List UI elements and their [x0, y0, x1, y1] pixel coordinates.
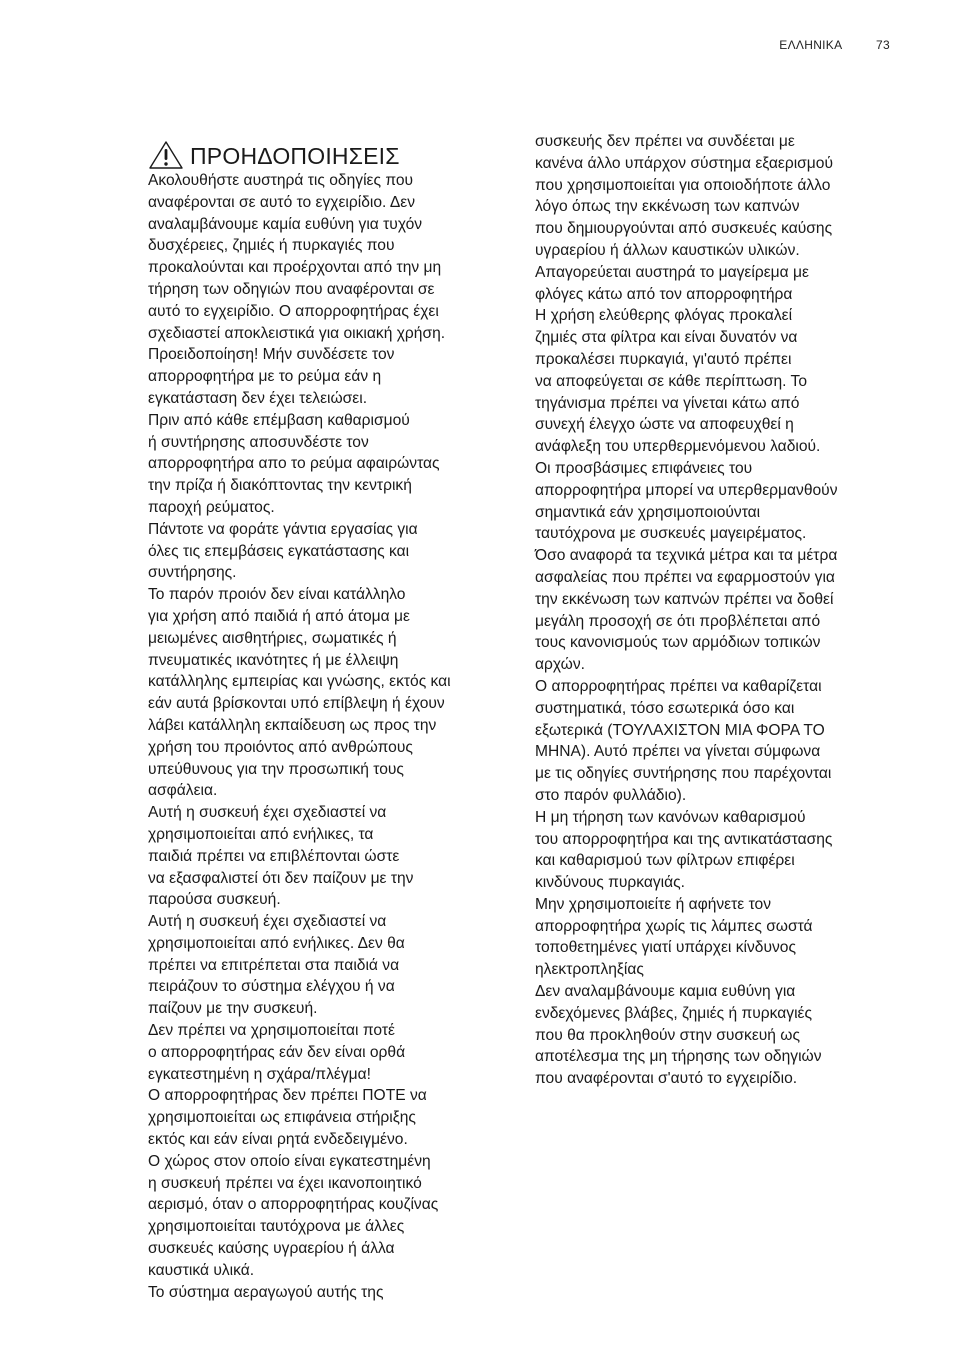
text-line: που δημιουργούνται από συσκευές καύσης [535, 220, 833, 238]
text-line: υγραερίου ή άλλων καυστικών υλικών. [535, 241, 800, 259]
text-line: απορροφητήρα με το ρεύμα εάν η [148, 368, 382, 386]
text-line: συνεχή έλεγχο ώστε να αποφευχθεί η [535, 416, 794, 434]
text-line: παίζουν με την συσκευή. [148, 1000, 318, 1018]
language-label: ΕΛΛΗΝΙΚΑ [779, 38, 843, 52]
text-line: χρησιμοποιείται από ενήλικες, τα [148, 825, 374, 843]
text-line: Ο χώρος στον οποίο είναι εγκατεστημένη [148, 1152, 431, 1170]
text-line: συσκευής δεν πρέπει να συνδέεται με [535, 133, 795, 150]
text-line: Ο απορροφητήρας δεν πρέπει ΠΟΤΕ να [148, 1087, 427, 1105]
text-line: Ο απορροφητήρας πρέπει να καθαρίζεται [535, 677, 822, 695]
warning-triangle-icon [148, 140, 184, 170]
text-line: ασφαλείας που πρέπει να εφαρμοστούν για [535, 568, 835, 586]
text-line: καυστικά υλικά. [148, 1261, 255, 1279]
text-line: ο απορροφητήρας εάν δεν είναι ορθά [148, 1043, 406, 1061]
text-line: Αυτή η συσκευή έχει σχεδιαστεί να [148, 913, 387, 931]
text-line: για χρήση από παιδιά ή από άτομα με [148, 607, 410, 625]
section-title: ΠΡΟΗΔΟΠΟΙΗΣΕΙΣ [190, 143, 400, 169]
text-line: του απορροφητήρα και της αντικατάστασης [535, 830, 833, 848]
text-line: Προειδοποίηση! Μήν συνδέσετε τον [148, 346, 395, 364]
text-line: δυσχέρειες, ζημιές ή πυρκαγιές που [148, 237, 395, 255]
text-line: ασφάλεια. [148, 782, 218, 800]
text-line: Πάντοτε να φοράτε γάντια εργασίας για [148, 520, 418, 538]
text-line: Αυτή η συσκευή έχει σχεδιαστεί να [148, 804, 387, 822]
text-line: Η χρήση ελεύθερης φλόγας προκαλεί [535, 307, 793, 325]
text-line: προκαλούνται και προέρχονται από την μη [148, 259, 442, 277]
text-line: Οι προσβάσιμες επιφάνειες του [535, 459, 753, 477]
text-line: ανάφλεξη του υπερθερμενόμενου λαδιού. [535, 438, 821, 456]
text-line: Δεν αναλαμβάνουμε καμια ευθύνη για [535, 983, 796, 1001]
text-line: κανένα άλλο υπάρχον σύστημα εξαερισμού [535, 154, 833, 172]
text-line: αναλαμβάνουμε καμία ευθύνη για τυχόν [148, 215, 423, 233]
text-line: σχεδιαστεί αποκλειστικά για οικιακή χρήση. [148, 324, 446, 342]
text-line: μεγάλη προσοχή σε ότι προβλέπεται από [535, 612, 821, 630]
text-line: λάβει κατάλληλη εκπαίδευση ως προς την [148, 716, 437, 734]
text-line: Πριν από κάθε επέμβαση καθαρισμού [148, 411, 410, 429]
text-line: φλόγες κάτω από τον απορροφητήρα [535, 285, 793, 303]
page-header [779, 38, 890, 52]
text-line: με τις οδηγίες συντήρησης που παρέχονται [535, 765, 832, 783]
text-line: αναφέρονται σε αυτό το εγχειρίδιο. Δεν [148, 193, 416, 211]
text-line: ηλεκτροπληξίας [535, 961, 644, 979]
text-line: υπεύθυνους για την προσωπική τους [148, 760, 404, 778]
text-line: μειωμένες αισθητήριες, σωματικές ή [148, 629, 397, 647]
text-line: και καθαρισμού των φίλτρων επιφέρει [535, 852, 795, 870]
text-line: παροχή ρεύματος. [148, 498, 275, 516]
text-line: τήρηση των οδηγιών που αναφέρονται σε [148, 280, 435, 298]
text-line: Η μη τήρηση των κανόνων καθαρισμού [535, 808, 806, 826]
text-line: Δεν πρέπει να χρησιμοποιείται ποτέ [148, 1022, 395, 1040]
text-line: εάν αυτά βρίσκονται υπό επίβλεψη ή έχουν [148, 695, 445, 713]
text-line: απορροφητήρα μπορεί να υπερθερμανθούν [535, 481, 838, 499]
text-line: όλες τις επεμβάσεις εγκατάστασης και [148, 542, 410, 560]
text-line: χρήση του προιόντος από ανθρώπους [148, 738, 413, 756]
text-line: παιδιά πρέπει να επιβλέπονται ώστε [148, 847, 400, 865]
text-line: ΜΗΝΑ). Αυτό πρέπει να γίνεται σύμφωνα [535, 743, 821, 761]
text-line: σημαντικά εάν χρησιμοποιούνται [535, 503, 761, 521]
text-line: πειράζουν το σύστημα ελέγχου ή να [148, 978, 395, 996]
text-line: ταυτόχρονα με συσκευές μαγειρέματος. [535, 525, 807, 543]
text-line: Ακολουθήστε αυστηρά τις οδηγίες που [148, 172, 414, 189]
text-line: Το παρόν προιόν δεν είναι κατάλληλο [148, 586, 406, 604]
text-line: συστηματικά, τόσο εσωτερικά όσο και [535, 699, 795, 717]
text-line: τους κανονισμούς των αρμόδιων τοπικών [535, 634, 821, 652]
text-line: εξωτερικά (ΤΟΥΛΑΧΙΣΤΟΝ ΜΙΑ ΦΟΡΑ ΤΟ [535, 721, 825, 739]
text-line: κατάλληλης εμπειρίας και γνώσης, εκτός και [148, 673, 451, 691]
text-line: απορροφητήρα απο το ρεύμα αφαιρώντας [148, 455, 440, 473]
text-line: ενδεχόμενες βλάβες, ζημιές ή πυρκαγιές [535, 1004, 813, 1022]
text-line: Όσο αναφορά τα τεχνικά μέτρα και τα μέτρα [535, 547, 838, 565]
text-line: χρησιμοποιείται ως επιφάνεια στήριξης [148, 1109, 416, 1127]
text-line: συσκευές καύσης υγραερίου ή άλλα [148, 1240, 395, 1258]
text-line: αερισμό, όταν ο απορροφητήρας κουζίνας [148, 1196, 439, 1214]
text-line: Απαγορεύεται αυστηρά το μαγείρεμα με [535, 263, 809, 281]
text-line: που θα προκληθούν στην συσκευή ως [535, 1026, 800, 1044]
text-line: αυτό το εγχειρίδιο. Ο απορροφητήρας έχει [148, 302, 439, 320]
text-line: την πρίζα ή διακόπτοντας την κεντρική [148, 477, 412, 495]
text-line: να εξασφαλιστεί ότι δεν παίζουν με την [148, 869, 414, 887]
text-line: αποτέλεσμα της μη τήρησης των οδηγιών [535, 1048, 822, 1066]
text-line: ζημιές στα φίλτρα και είναι δυνατόν να [535, 329, 798, 347]
text-line: χρησιμοποιείται από ενήλικες. Δεν θα [148, 934, 405, 952]
text-line: λόγο όπως την εκκένωση των καπνών [535, 198, 800, 216]
text-line: παρούσα συσκευή. [148, 891, 281, 909]
text-line: τοποθετημένες γιατί υπάρχει κίνδυνος [535, 939, 796, 957]
text-line: εγκατάσταση δεν έχει τελειώσει. [148, 389, 368, 407]
page-number: 73 [876, 38, 890, 52]
text-line: πρέπει να επιτρέπεται στα παιδιά να [148, 956, 400, 974]
text-line: Το σύστημα αεραγωγού αυτής της [148, 1283, 384, 1301]
text-line: που χρησιμοποιείται για οποιοδήποτε άλλο [535, 176, 831, 194]
text-line: τηγάνισμα πρέπει να γίνεται κάτω από [535, 394, 800, 412]
text-line: απορροφητήρα χωρίς τις λάμπες σωστά [535, 917, 813, 935]
text-line: ή συντήρησης αποσυνδέστε τον [148, 433, 369, 451]
right-column-text [535, 131, 897, 1090]
text-line: εκτός και εάν είναι ρητά ενδεδειγμένο. [148, 1131, 408, 1149]
text-line: στο παρόν φυλλάδιο). [535, 786, 687, 804]
text-line: προκαλέσει πυρκαγιά, γι'αυτό πρέπει [535, 350, 792, 368]
text-line: να αποφεύγεται σε κάθε περίπτωση. Το [535, 372, 808, 390]
left-column-text [148, 170, 510, 1303]
text-line: πνευματικές ικανότητες ή με έλλειψη [148, 651, 399, 669]
text-line: την εκκένωση των καπνών πρέπει να δοθεί [535, 590, 834, 608]
text-line: συντήρησης. [148, 564, 237, 582]
text-line: η συσκευή πρέπει να έχει ικανοποιητικό [148, 1174, 422, 1192]
text-line: Μην χρησιμοποιείτε ή αφήνετε τον [535, 895, 771, 913]
text-line: εγκατεστημένη η σχάρα/πλέγμα! [148, 1065, 371, 1083]
text-line: κινδύνους πυρκαγιάς. [535, 874, 686, 892]
text-line: αρχών. [535, 656, 585, 674]
text-line: χρησιμοποιείται ταυτόχρονα με άλλες [148, 1218, 405, 1236]
text-line: που αναφέρονται σ'αυτό το εγχειρίδιο. [535, 1070, 798, 1088]
section-heading [148, 140, 400, 170]
